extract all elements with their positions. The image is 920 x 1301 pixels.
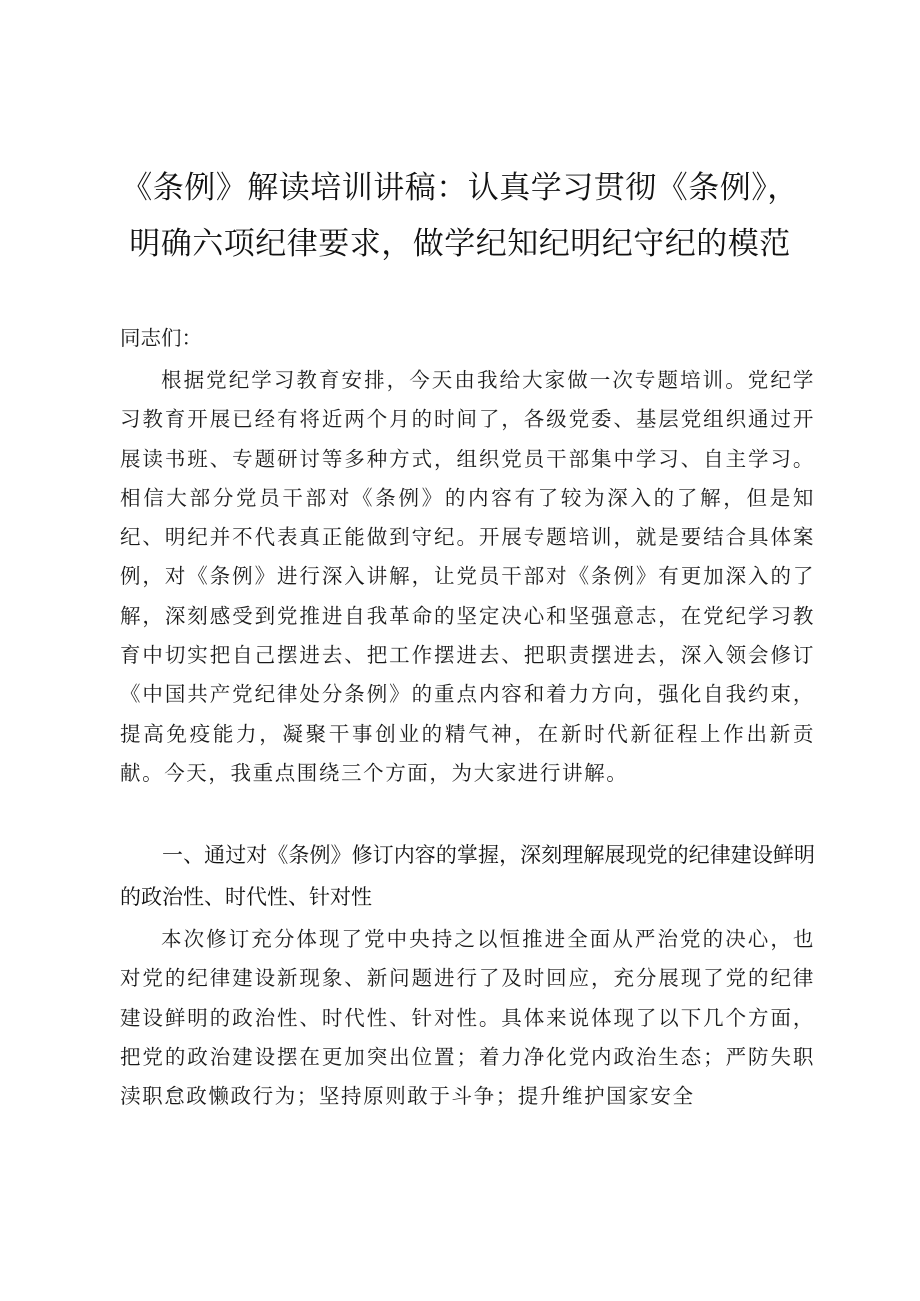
- document-title: 《条例》解读培训讲稿：认真学习贯彻《条例》，明确六项纪律要求，做学纪知纪明纪守纪的模范: [121, 170, 799, 262]
- salutation: 同志们：: [120, 326, 202, 350]
- body-paragraph: 根据党纪学习教育安排，今天由我给大家做一次专题培训。党纪学习教育开展已经有将近两个月的时间了，各级党委、基层党组织通过开展读书班、专题研讨等多种方式，组织党员干部集中学习、自主学习。相信大部分党员干部对《条例》的内容有了较为深入的了解，但是知纪、明纪并不代表真正能做到守纪。开展专题培训，就是要结合具体案例，对《条例》进行深入讲解，让党员干部对《条例》有更加深入的了解，深刻感受到党推进自我革命的坚定决心和坚强意志，在党纪学习教育中切实把自己摆进去、把工作摆进去、把职责摆进去，深入领会修订《中国共产党纪律处分条例》的重点内容和着力方向，强化自我约束，提高免疫能力，凝聚干事创业的精气神，在新时代新征程上作出新贡献。今天，我重点围绕三个方面，为大家进行讲解。: [120, 368, 815, 785]
- section-heading: 一、通过对《条例》修订内容的掌握，深刻理解展现党的纪律建设鲜明的政治性、时代性、针对性: [120, 843, 815, 909]
- section-paragraph: 本次修订充分体现了党中央持之以恒推进全面从严治党的决心，也对党的纪律建设新现象、新问题进行了及时回应，充分展现了党的纪律建设鲜明的政治性、时代性、针对性。具体来说体现了以下几个方面，把党的政治建设摆在更加突出位置；着力净化党内政治生态；严防失职渎职怠政懒政行为；坚持原则敢于斗争；提升维护国家安全: [120, 927, 815, 1109]
